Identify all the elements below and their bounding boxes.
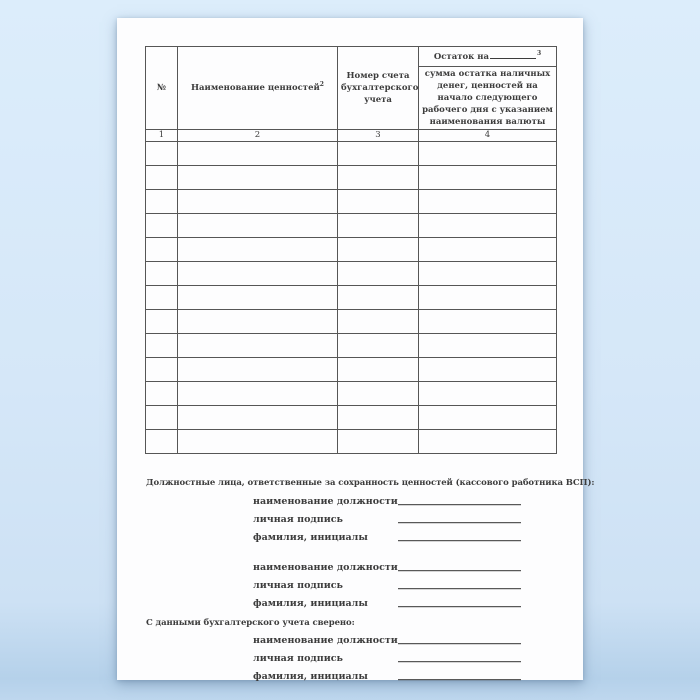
table-cell-empty xyxy=(419,286,557,310)
signature-row xyxy=(145,492,556,510)
table-cell-empty xyxy=(419,310,557,334)
table-cell-empty xyxy=(338,310,419,334)
col-header-name-text: Наименование ценностей xyxy=(191,83,320,93)
col-header-balance xyxy=(419,47,557,67)
table-cell-empty xyxy=(146,358,178,382)
table-cell-empty xyxy=(419,382,557,406)
table-cell-empty xyxy=(178,334,338,358)
signature-group-2 xyxy=(145,558,556,612)
col-header-name xyxy=(178,47,338,130)
document-page xyxy=(117,18,595,682)
table-cell-empty xyxy=(338,406,419,430)
valuables-table xyxy=(145,46,557,454)
signature-row xyxy=(145,576,556,594)
table-cell-empty xyxy=(178,358,338,382)
table-cell-empty xyxy=(338,382,419,406)
table-row xyxy=(146,406,557,430)
table-cell-empty xyxy=(146,262,178,286)
signature-blank-line xyxy=(398,643,521,644)
col-header-balance-description: сумма остатка наличных денег, ценностей на начало следующего рабочего дня с указанием наименования валюты xyxy=(419,67,557,130)
signature-group-3 xyxy=(145,631,556,685)
table-row xyxy=(146,430,557,454)
signature-row xyxy=(145,558,556,576)
signature-group-1 xyxy=(145,492,556,546)
signature-label: фамилия, инициалы xyxy=(253,531,368,543)
table-row xyxy=(146,358,557,382)
signature-blank-line xyxy=(398,679,521,680)
signature-blank-line xyxy=(398,570,521,571)
signature-row xyxy=(145,594,556,612)
column-numbers-row xyxy=(146,130,557,142)
table-cell-empty xyxy=(338,214,419,238)
table-row xyxy=(146,214,557,238)
table-row xyxy=(146,262,557,286)
table-row xyxy=(146,142,557,166)
table-cell-empty xyxy=(419,358,557,382)
table-cell-empty xyxy=(338,286,419,310)
verified-title: С данными бухгалтерского учета сверено: xyxy=(146,618,355,628)
signature-row xyxy=(145,667,556,685)
table-row xyxy=(146,238,557,262)
balance-label: Остаток на xyxy=(433,52,489,62)
signature-blank-line xyxy=(398,606,521,607)
balance-footnote: 3 xyxy=(536,50,542,58)
signature-label: личная подпись xyxy=(253,513,343,525)
table-cell-empty xyxy=(146,190,178,214)
signature-label: наименование должности xyxy=(253,495,398,507)
table-cell-empty xyxy=(419,262,557,286)
table-cell-empty xyxy=(419,430,557,454)
column-number-1: 1 xyxy=(146,130,178,142)
table-cell-empty xyxy=(146,310,178,334)
table-cell-empty xyxy=(338,238,419,262)
table-cell-empty xyxy=(338,334,419,358)
table-cell-empty xyxy=(178,214,338,238)
table-row xyxy=(146,286,557,310)
table-cell-empty xyxy=(178,310,338,334)
table-cell-empty xyxy=(146,214,178,238)
table-row xyxy=(146,382,557,406)
table-cell-empty xyxy=(419,142,557,166)
signature-blank-line xyxy=(398,504,521,505)
table-cell-empty xyxy=(146,334,178,358)
table-cell-empty xyxy=(178,406,338,430)
table-cell-empty xyxy=(178,190,338,214)
signature-row xyxy=(145,528,556,546)
name-footnote: 2 xyxy=(319,81,324,89)
responsible-persons-title: Должностные лица, ответственные за сохранность ценностей (кассового работника ВСП): xyxy=(146,478,595,488)
table-row xyxy=(146,166,557,190)
table-cell-empty xyxy=(338,430,419,454)
table-cell-empty xyxy=(146,286,178,310)
table-cell-empty xyxy=(146,382,178,406)
table-row xyxy=(146,334,557,358)
signature-label: личная подпись xyxy=(253,579,343,591)
table-cell-empty xyxy=(146,406,178,430)
table-cell-empty xyxy=(146,142,178,166)
column-number-4: 4 xyxy=(419,130,557,142)
table-cell-empty xyxy=(178,238,338,262)
table-cell-empty xyxy=(419,406,557,430)
table-cell-empty xyxy=(146,238,178,262)
signature-label: наименование должности xyxy=(253,561,398,573)
table-cell-empty xyxy=(338,190,419,214)
signature-label: наименование должности xyxy=(253,634,398,646)
signature-label: фамилия, инициалы xyxy=(253,670,368,682)
table-cell-empty xyxy=(419,214,557,238)
column-number-2: 2 xyxy=(178,130,338,142)
table-cell-empty xyxy=(146,430,178,454)
signature-label: фамилия, инициалы xyxy=(253,597,368,609)
table-cell-empty xyxy=(178,286,338,310)
signature-blank-line xyxy=(398,661,521,662)
col-header-account: Номер счета бухгалтерского учета xyxy=(338,47,419,130)
signature-blank-line xyxy=(398,588,521,589)
table-cell-empty xyxy=(338,142,419,166)
column-number-3: 3 xyxy=(338,130,419,142)
table-cell-empty xyxy=(178,430,338,454)
signature-row xyxy=(145,510,556,528)
table-header-row xyxy=(146,47,557,67)
table-cell-empty xyxy=(178,142,338,166)
table-cell-empty xyxy=(419,334,557,358)
table-rows xyxy=(146,142,557,454)
table-cell-empty xyxy=(338,358,419,382)
table-cell-empty xyxy=(178,166,338,190)
table-row xyxy=(146,310,557,334)
table-cell-empty xyxy=(338,166,419,190)
table-cell-empty xyxy=(338,262,419,286)
col-header-no: № xyxy=(146,47,178,130)
table-cell-empty xyxy=(178,382,338,406)
table-cell-empty xyxy=(419,166,557,190)
signature-row xyxy=(145,649,556,667)
table-row xyxy=(146,190,557,214)
table-cell-empty xyxy=(419,190,557,214)
signature-row xyxy=(145,631,556,649)
signature-blank-line xyxy=(398,540,521,541)
table-cell-empty xyxy=(178,262,338,286)
signature-blank-line xyxy=(398,522,521,523)
signature-label: личная подпись xyxy=(253,652,343,664)
balance-blank-line xyxy=(490,50,536,59)
table-cell-empty xyxy=(146,166,178,190)
table-cell-empty xyxy=(419,238,557,262)
